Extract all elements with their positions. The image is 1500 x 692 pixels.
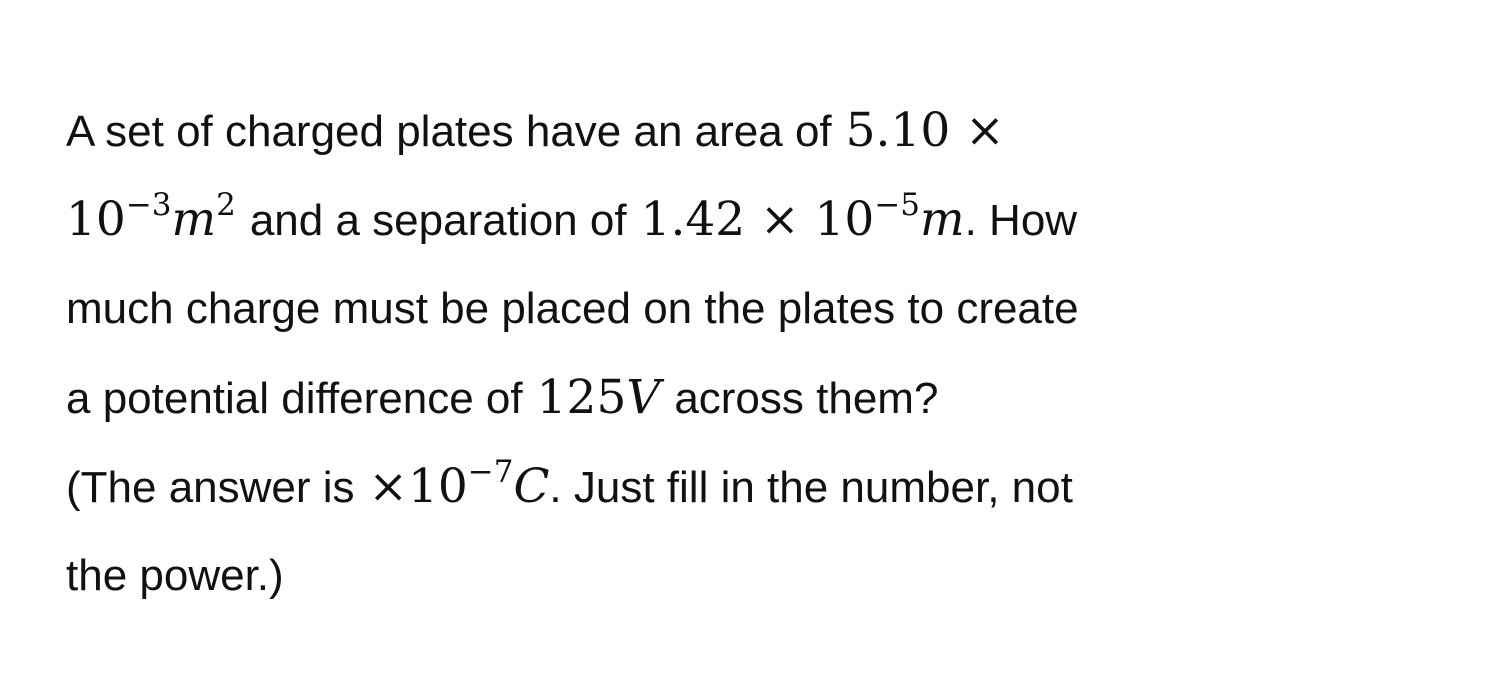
problem-line-1 [66,86,1446,175]
problem-text: A set of charged plates have an area of [66,107,832,156]
problem-line-6 [66,531,1446,620]
area-expression-part-2 [66,187,236,247]
problem-text: . Just fill in the number, not [549,463,1073,512]
separation-base: 10 [814,192,875,247]
area-unit: m [171,192,217,247]
answer-unit-expression [368,454,550,514]
problem-line-4 [66,353,1446,442]
answer-unit: C [513,459,550,514]
answer-exponent: −7 [467,454,514,490]
separation-unit: m [920,192,965,247]
problem-text: the power.) [66,551,284,600]
area-unit-exponent: 2 [216,187,236,223]
voltage-value: 125 [536,370,627,425]
problem-text: . How [964,196,1078,245]
area-exponent: −3 [125,187,172,223]
separation-exponent: −5 [874,187,921,223]
voltage-expression [537,370,661,425]
problem-statement [66,86,1446,620]
area-expression-part-1 [846,103,1005,158]
separation-mantissa: 1.42 [640,192,746,247]
times-symbol: × [965,103,1005,158]
area-base: 10 [66,192,126,247]
problem-line-2 [66,175,1446,264]
problem-text: much charge must be placed on the plates to create [66,284,1079,333]
problem-text: (The answer is [66,463,355,512]
problem-text: and a separation of [249,196,627,245]
problem-text: across them? [674,374,939,423]
voltage-unit: V [626,370,661,425]
problem-line-5 [66,442,1446,531]
times-symbol: × [368,459,408,514]
times-symbol: × [760,192,800,247]
answer-base: 10 [407,459,468,514]
problem-text: a potential difference of [66,374,523,423]
separation-expression [640,187,965,247]
problem-line-3 [66,264,1446,353]
area-mantissa: 5.10 [845,103,951,158]
